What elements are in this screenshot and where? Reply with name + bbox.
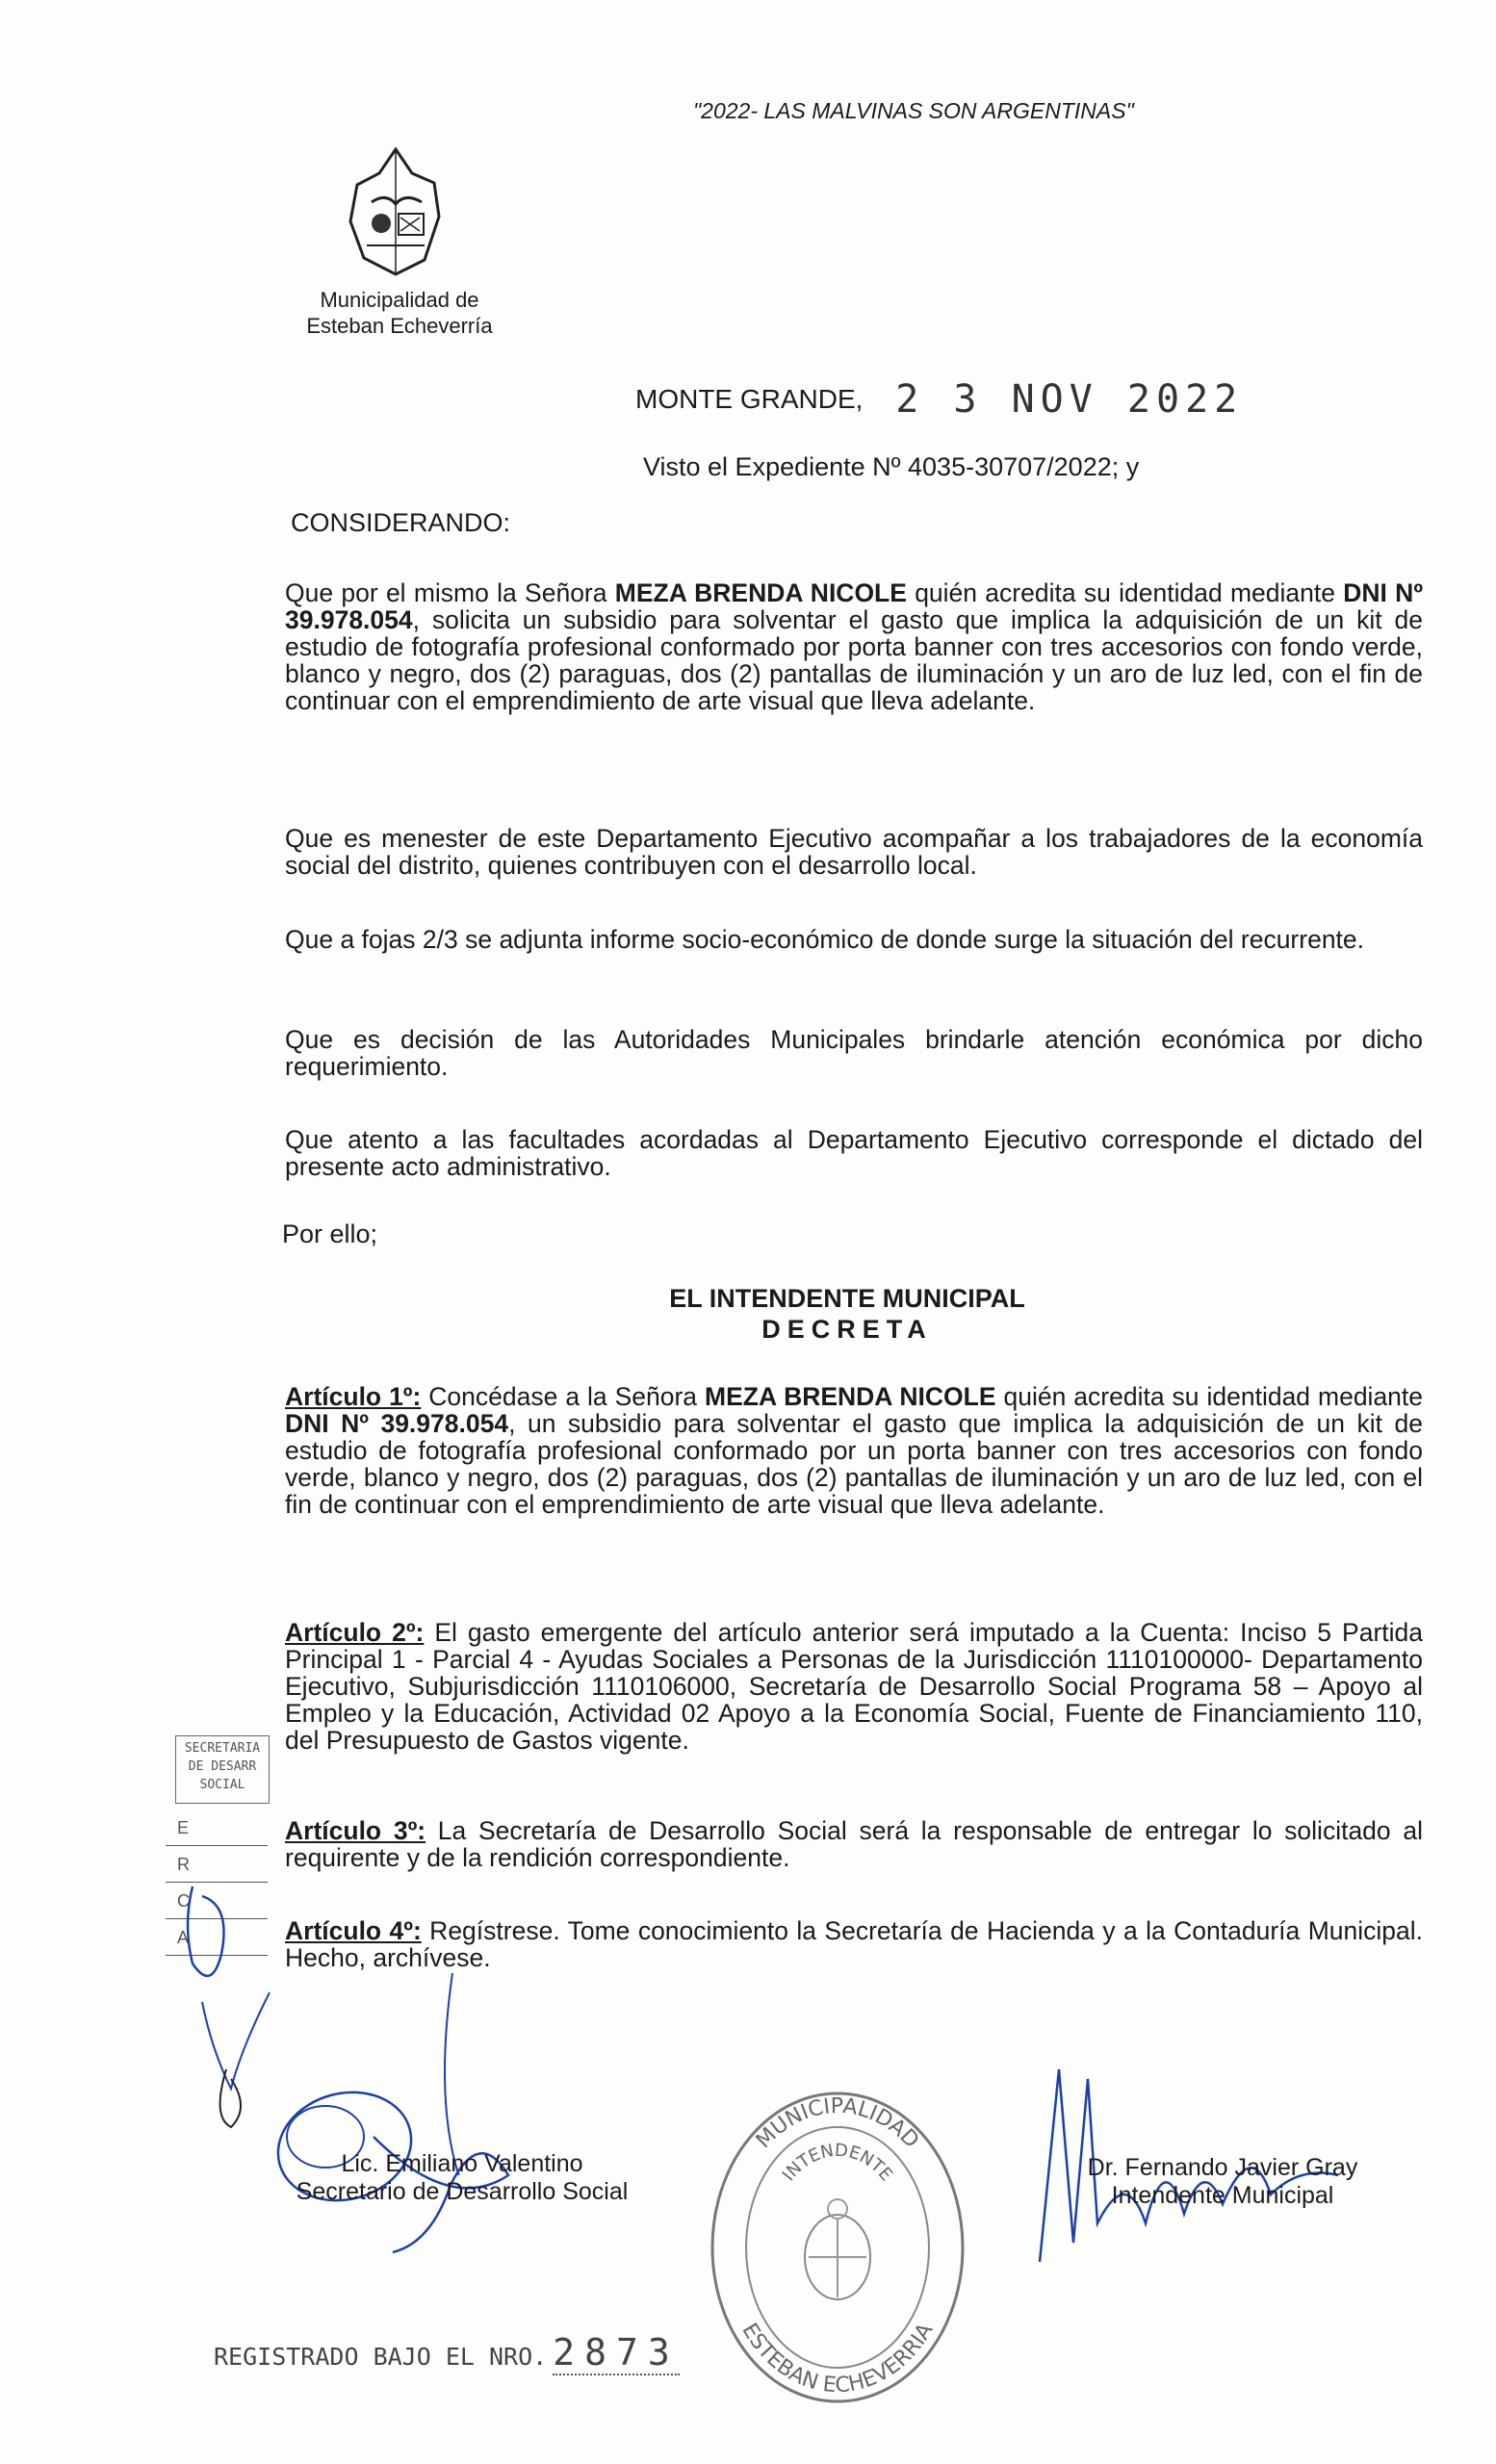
municipal-coat-of-arms-logo (343, 144, 449, 279)
date-stamp: 2 3 NOV 2022 (895, 377, 1244, 422)
article-1-title: Artículo 1º: (285, 1382, 422, 1411)
article-3-title: Artículo 3º: (285, 1816, 426, 1845)
side-stamp-cell: R (166, 1846, 268, 1883)
beneficiary-dni: DNI Nº 39.978.054 (285, 578, 1423, 634)
svg-text:INTENDENTE (779, 2141, 896, 2185)
article-4-title: Artículo 4º: (285, 1916, 422, 1945)
municipality-name (289, 287, 510, 339)
right-signatory-name: Dr. Fernando Javier Gray (1087, 2154, 1358, 2181)
text-run: quién acredita su identidad mediante (995, 1382, 1424, 1411)
left-signatory-name: Lic. Emiliano Valentino (341, 2150, 583, 2177)
article-3 (285, 1817, 1423, 1871)
considerando-paragraph-1 (285, 579, 1423, 714)
side-stamp-line3: SOCIAL (199, 1778, 245, 1792)
left-signatory-title: Secretario de Desarrollo Social (296, 2178, 629, 2205)
municipality-line2: Esteban Echeverría (306, 314, 493, 338)
side-stamp-cell: E (166, 1810, 268, 1846)
side-stamp-cell: A (166, 1919, 268, 1956)
considerando-heading: CONSIDERANDO: (291, 508, 511, 537)
decree-heading-intendente: EL INTENDENTE MUNICIPAL (669, 1284, 1025, 1313)
side-stamp-box (175, 1735, 270, 1804)
place: MONTE GRANDE, (635, 384, 864, 414)
visto-line: Visto el Expediente Nº 4035-30707/2022; y (643, 452, 1140, 481)
beneficiary-name: MEZA BRENDA NICOLE (705, 1382, 996, 1411)
text-run: , solicita un subsidio para solventar el gasto que implica la adquisición de un kit de estudio de fotografía profesional conformado por porta banner con tres accesorios con fondo verde, blanco y negro, dos (2) paraguas, dos (2) pantallas de iluminación y un aro de luz led, con el fin de continuar con el emprendimiento de arte visual que lleva adelante. (285, 605, 1423, 715)
side-stamp-line1: SECRETARIA (184, 1741, 261, 1756)
text-run: Concédase a la Señora (421, 1382, 706, 1411)
considerando-paragraph-3: Que a fojas 2/3 se adjunta informe socio-económico de donde surge la situación del recurrente. (285, 925, 1365, 954)
side-stamp-line2: DE DESARR (188, 1759, 257, 1774)
right-signatory-title: Intendente Municipal (1111, 2182, 1334, 2209)
text-run: El gasto emergente del artículo anterior será imputado a la Cuenta: Inciso 5 Partida Principal 1 - Parcial 4 - Ayudas Sociales a Personas de la Jurisdicción 1110100000- Departamento Ejecutivo, Subjurisdicción 1110106000, Secretaría de Desarrollo Social Programa 58 – Apoyo al Empleo y la Educación, Actividad 02 Apoyo a la Economía Social, Fuente de Financiamiento 110, del Presupuesto de Gastos vigente. (285, 1618, 1423, 1755)
svg-text:ESTEBAN ECHEVERRIA (737, 2320, 939, 2399)
text-run: Que por el mismo la Señora (285, 578, 615, 607)
municipal-seal-stamp (703, 2084, 972, 2411)
municipality-line1: Municipalidad de (320, 288, 479, 312)
text-run: , un subsidio para solventar el gasto que implica la adquisición de un kit de estudio de fotografía profesional conformado por un porta banner con tres accesorios con fondo verde, blanco y negro, dos (2) paraguas, dos (2) pantallas de iluminación y un aro de luz led, con el fin de continuar con el emprendimiento de arte visual que lleva adelante. (285, 1409, 1424, 1519)
left-signatory (270, 2150, 655, 2206)
seal-outer-bottom-text: ESTEBAN ECHEVERRIA (736, 2319, 939, 2399)
dateline (635, 377, 1243, 422)
motto-text: "2022- LAS MALVINAS SON ARGENTINAS" (693, 98, 1134, 123)
registration-number: 2873 (553, 2331, 680, 2374)
text-run: Regístrese. Tome conocimiento la Secretaría de Hacienda y a la Contaduría Municipal. Hecho, archívese. (285, 1916, 1423, 1972)
registration-label: REGISTRADO BAJO EL NRO. (214, 2343, 548, 2371)
text-run: quién acredita su identidad mediante (906, 578, 1344, 607)
seal-outer-top-text: MUNICIPALIDAD (751, 2093, 924, 2153)
text-run: La Secretaría de Desarrollo Social será la responsable de entregar lo solicitado al requirente y de la rendición correspondiente. (285, 1816, 1423, 1872)
seal-inner-top-text: INTENDENTE (778, 2140, 897, 2186)
right-signatory (1049, 2154, 1396, 2210)
article-1 (285, 1383, 1423, 1518)
registration-line (214, 2331, 680, 2374)
por-ello-line: Por ello; (282, 1219, 378, 1248)
article-2-title: Artículo 2º: (285, 1618, 425, 1647)
article-2 (285, 1619, 1423, 1754)
considerando-paragraph-2: Que es menester de este Departamento Ejecutivo acompañar a los trabajadores de la economía social del distrito, quienes contribuyen con el desarrollo local. (285, 824, 1423, 880)
decree-heading-decreta: DECRETA (761, 1315, 933, 1344)
considerando-paragraph-5: Que atento a las facultades acordadas al Departamento Ejecutivo corresponde el dictado del presente acto administrativo. (285, 1125, 1423, 1181)
side-stamp-cell: C (166, 1883, 268, 1919)
beneficiary-dni: DNI Nº 39.978.054 (285, 1409, 509, 1438)
beneficiary-name: MEZA BRENDA NICOLE (614, 578, 907, 607)
considerando-paragraph-4: Que es decisión de las Autoridades Municipales brindarle atención económica por dicho requerimiento. (285, 1025, 1423, 1081)
